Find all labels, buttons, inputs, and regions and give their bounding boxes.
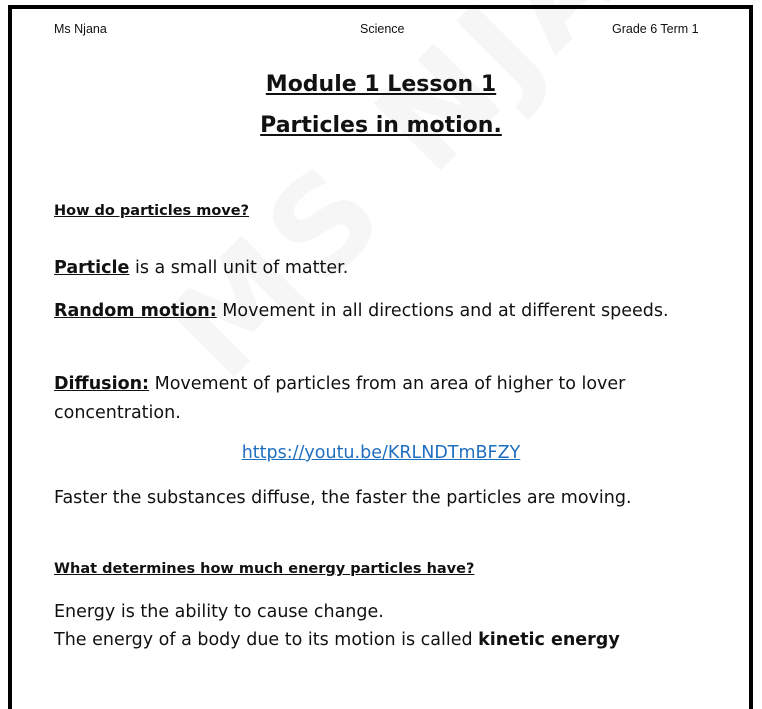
energy-definition: Energy is the ability to cause change.	[54, 602, 384, 622]
definition-text: Movement in all directions and at different speeds.	[216, 301, 669, 321]
heading-particle-movement: How do particles move?	[54, 203, 249, 219]
particle-definition	[54, 254, 734, 283]
term-particle: Particle	[54, 258, 130, 278]
definition-text: The energy of a body due to its motion is called	[54, 630, 479, 650]
term-diffusion: Diffusion:	[54, 374, 150, 394]
header-grade: Grade 6 Term 1	[612, 22, 699, 36]
title-topic: Particles in motion.	[260, 113, 502, 138]
term-random-motion: Random motion:	[54, 301, 217, 321]
title-module: Module 1 Lesson 1	[265, 72, 497, 97]
term-kinetic-energy: kinetic energy	[478, 630, 620, 650]
heading-energy: What determines how much energy particles have?	[54, 561, 475, 577]
kinetic-energy-definition	[54, 626, 734, 655]
video-link[interactable]: https://youtu.be/KRLNDTmBFZY	[241, 443, 521, 463]
random-motion-definition	[54, 297, 734, 326]
faster-diffusion-text: Faster the substances diffuse, the faster the particles are moving.	[54, 488, 632, 508]
header-teacher: Ms Njana	[54, 22, 107, 36]
definition-text: Movement of particles from an area of higher to lover concentration.	[54, 374, 626, 423]
diffusion-definition	[54, 370, 734, 428]
header-subject: Science	[360, 22, 405, 36]
definition-text: is a small unit of matter.	[129, 258, 349, 278]
